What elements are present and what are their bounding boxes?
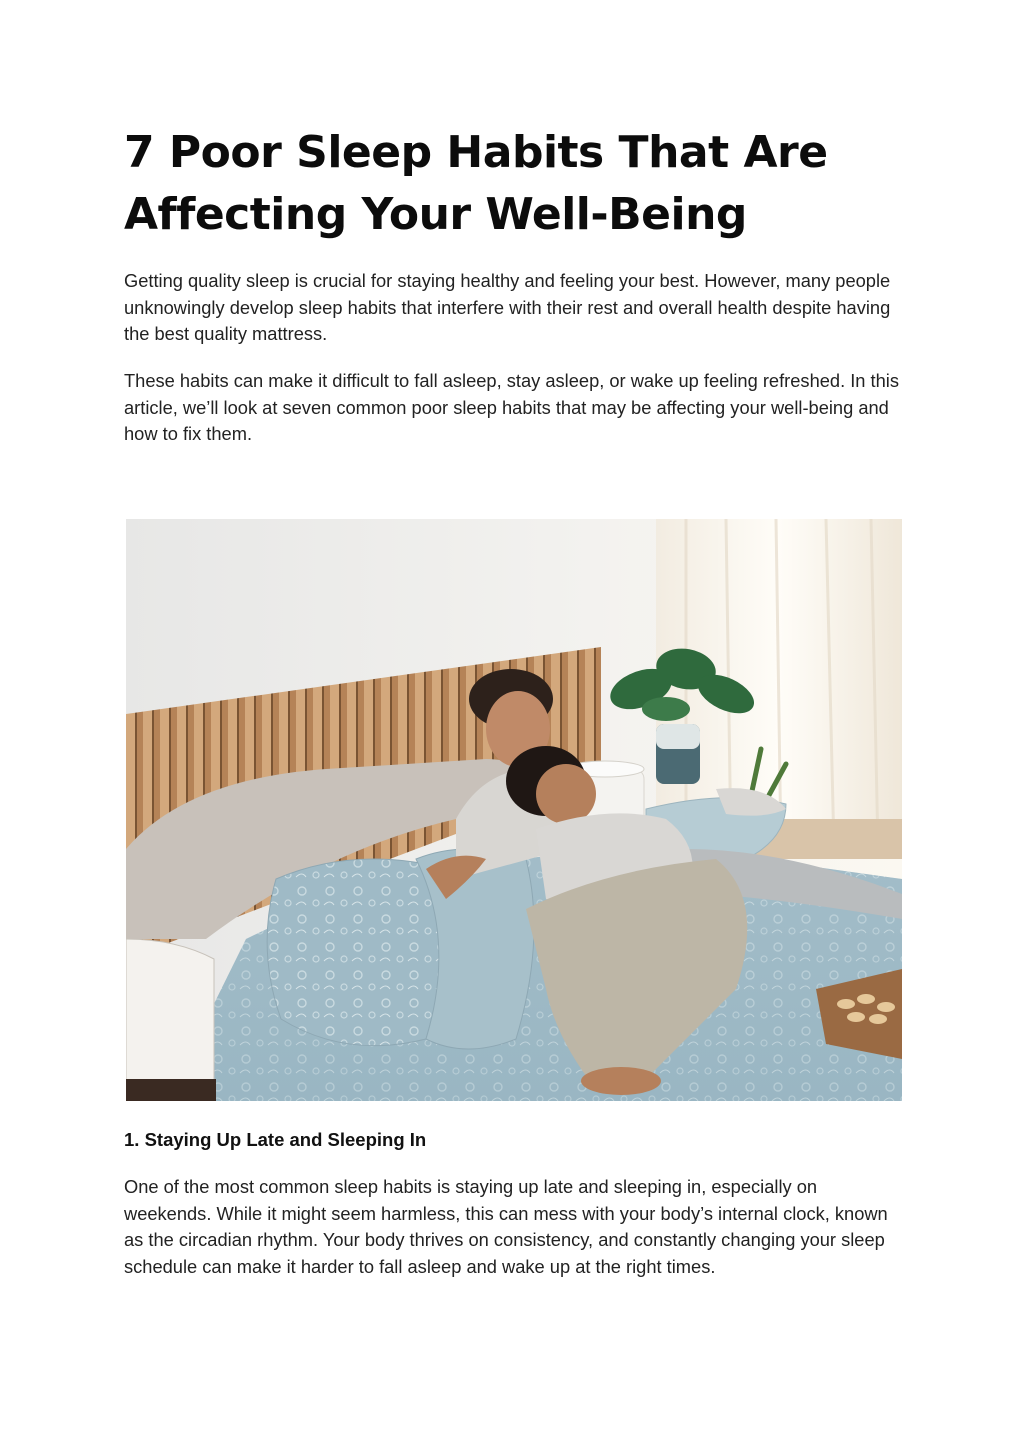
intro-paragraph-2: These habits can make it difficult to fall asleep, stay asleep, or wake up feeling refreshed. In this article, we’ll look at seven common poor sleep habits that may be affecting your well-being and how to fix them.: [124, 370, 900, 444]
section-heading: 1. Staying Up Late and Sleeping In: [124, 1129, 427, 1150]
section-body: One of the most common sleep habits is staying up late and sleeping in, especially on weekends. While it might seem harmless, this can mess with your body’s internal clock, known as the circadian rhythm. Your body thrives on consistency, and constantly changing your sleep schedule can make it harder to fall asleep and wake up at the right times.: [124, 1176, 888, 1277]
intro-paragraph-1: Getting quality sleep is crucial for staying healthy and feeling your best. However, many people unknowingly develop sleep habits that interfere with their rest and overall health despite having the best quality mattress.: [124, 270, 891, 344]
article-photo: [126, 519, 902, 1101]
article-title: 7 Poor Sleep Habits That Are Affecting Your Well-Being: [124, 127, 828, 240]
bedroom-photo-illustration: [126, 519, 902, 1101]
